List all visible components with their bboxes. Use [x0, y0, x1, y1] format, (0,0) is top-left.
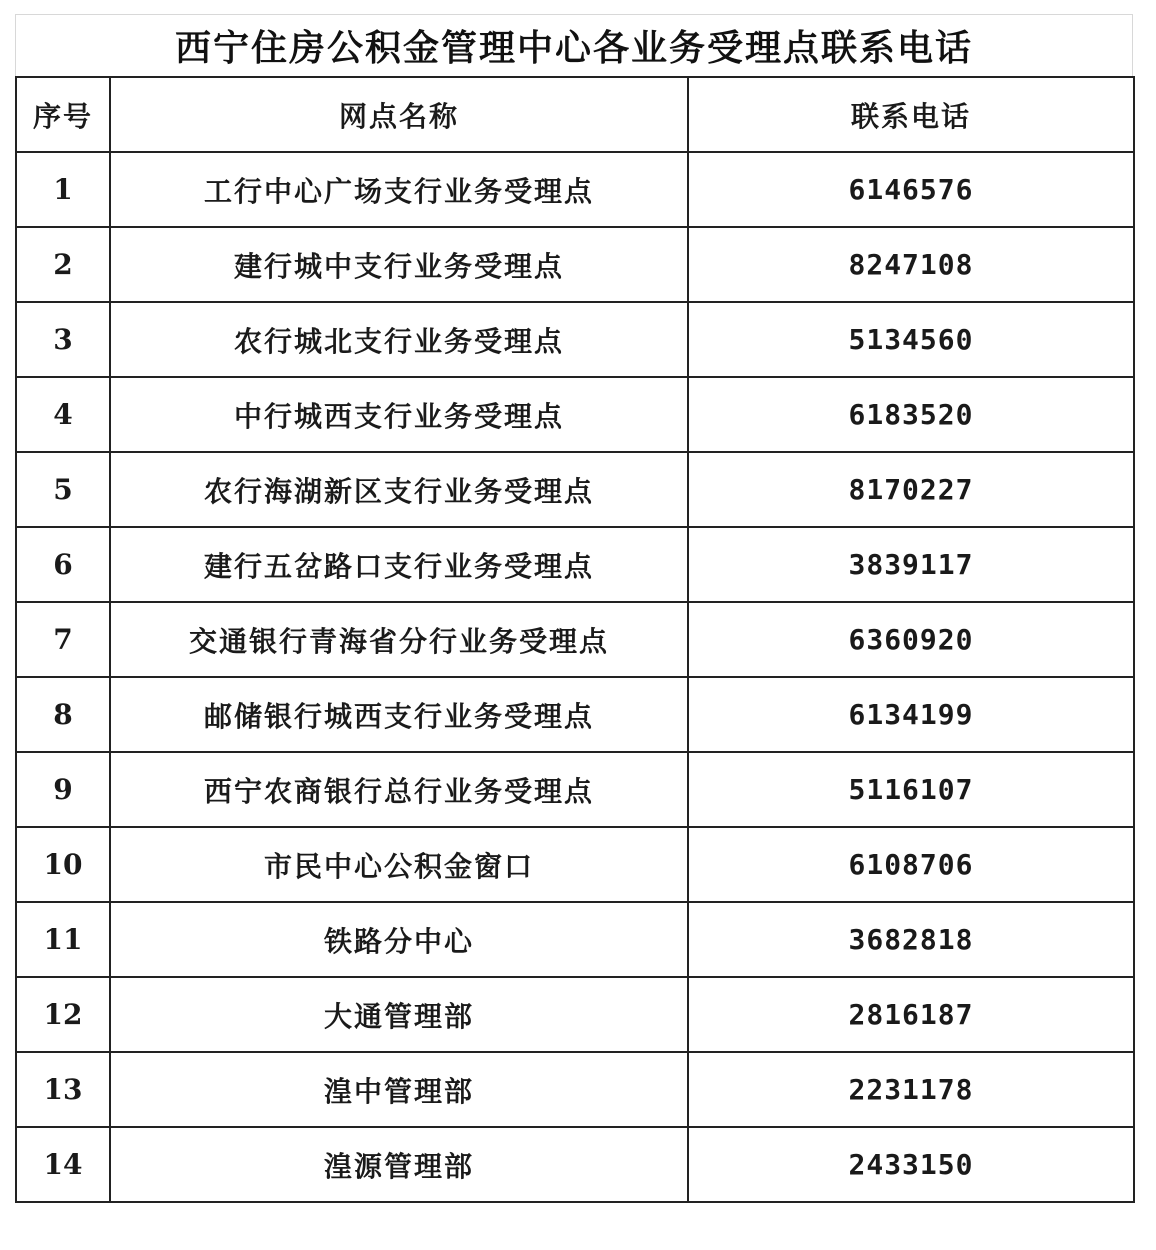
row-number: 13 — [16, 1052, 110, 1127]
row-number: 5 — [16, 452, 110, 527]
phone-number: 8170227 — [688, 452, 1134, 527]
branch-name: 湟源管理部 — [110, 1127, 688, 1202]
branch-name: 建行城中支行业务受理点 — [110, 227, 688, 302]
row-number: 9 — [16, 752, 110, 827]
phone-number: 5116107 — [688, 752, 1134, 827]
header-row — [16, 77, 1134, 152]
phone-number: 5134560 — [688, 302, 1134, 377]
row-number: 8 — [16, 677, 110, 752]
table-row — [16, 977, 1134, 1052]
phone-number: 3839117 — [688, 527, 1134, 602]
table-row — [16, 377, 1134, 452]
table-row — [16, 677, 1134, 752]
phone-number: 6108706 — [688, 827, 1134, 902]
branch-name: 市民中心公积金窗口 — [110, 827, 688, 902]
branch-name: 交通银行青海省分行业务受理点 — [110, 602, 688, 677]
row-number: 14 — [16, 1127, 110, 1202]
table-row — [16, 152, 1134, 227]
header-phone: 联系电话 — [688, 77, 1134, 152]
row-number: 7 — [16, 602, 110, 677]
branch-name: 建行五岔路口支行业务受理点 — [110, 527, 688, 602]
contact-table — [15, 76, 1135, 1203]
row-number: 4 — [16, 377, 110, 452]
table-row — [16, 1127, 1134, 1202]
branch-name: 邮储银行城西支行业务受理点 — [110, 677, 688, 752]
table-row — [16, 1052, 1134, 1127]
branch-name: 农行海湖新区支行业务受理点 — [110, 452, 688, 527]
title-row — [15, 14, 1133, 76]
phone-number: 6134199 — [688, 677, 1134, 752]
phone-number: 2816187 — [688, 977, 1134, 1052]
branch-name: 铁路分中心 — [110, 902, 688, 977]
phone-number: 2433150 — [688, 1127, 1134, 1202]
branch-name: 湟中管理部 — [110, 1052, 688, 1127]
row-number: 6 — [16, 527, 110, 602]
contact-sheet — [15, 14, 1133, 1203]
phone-number: 6183520 — [688, 377, 1134, 452]
table-row — [16, 827, 1134, 902]
branch-name: 工行中心广场支行业务受理点 — [110, 152, 688, 227]
table-row — [16, 527, 1134, 602]
phone-number: 3682818 — [688, 902, 1134, 977]
row-number: 10 — [16, 827, 110, 902]
row-number: 3 — [16, 302, 110, 377]
branch-name: 农行城北支行业务受理点 — [110, 302, 688, 377]
header-no: 序号 — [16, 77, 110, 152]
phone-number: 8247108 — [688, 227, 1134, 302]
table-row — [16, 302, 1134, 377]
phone-number: 6146576 — [688, 152, 1134, 227]
table-row — [16, 602, 1134, 677]
row-number: 1 — [16, 152, 110, 227]
row-number: 12 — [16, 977, 110, 1052]
phone-number: 2231178 — [688, 1052, 1134, 1127]
header-name: 网点名称 — [110, 77, 688, 152]
branch-name: 西宁农商银行总行业务受理点 — [110, 752, 688, 827]
phone-number: 6360920 — [688, 602, 1134, 677]
row-number: 2 — [16, 227, 110, 302]
row-number: 11 — [16, 902, 110, 977]
page-title: 西宁住房公积金管理中心各业务受理点联系电话 — [174, 27, 973, 69]
table-row — [16, 227, 1134, 302]
branch-name: 大通管理部 — [110, 977, 688, 1052]
table-row — [16, 452, 1134, 527]
branch-name: 中行城西支行业务受理点 — [110, 377, 688, 452]
table-row — [16, 902, 1134, 977]
table-row — [16, 752, 1134, 827]
